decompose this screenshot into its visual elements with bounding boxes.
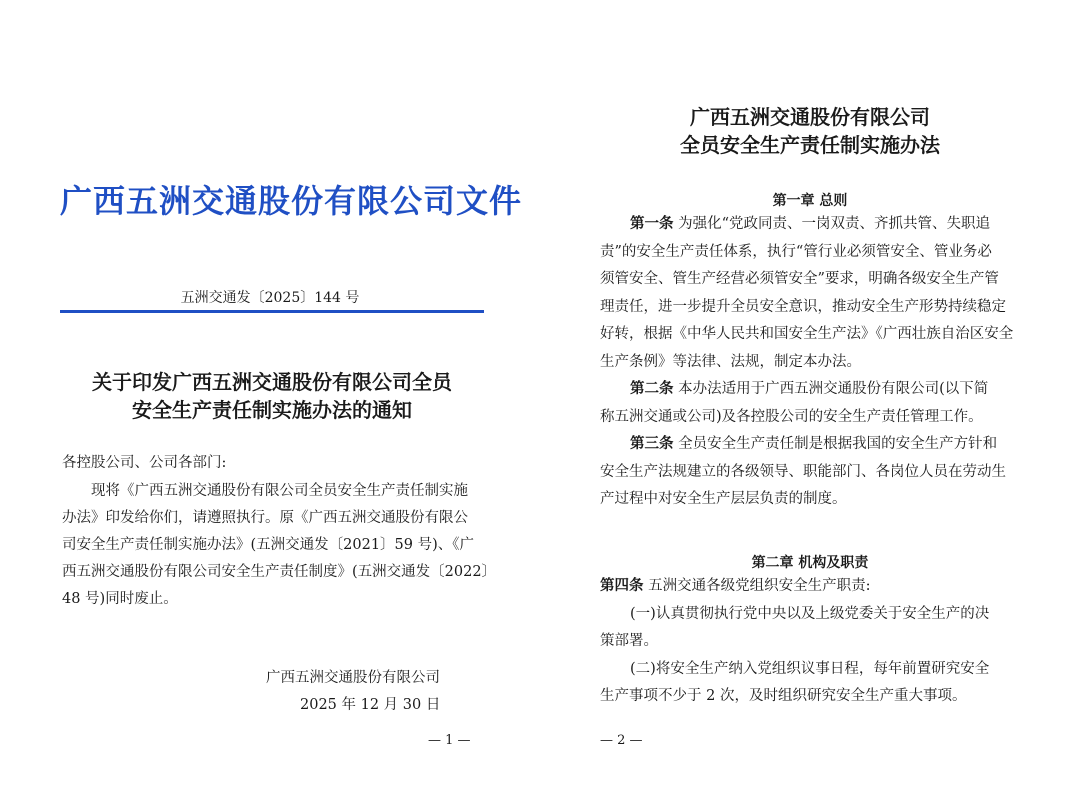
- article-1-line: 第一条 为强化“党政同责、一岗双责、齐抓共管、失职追: [630, 216, 991, 232]
- chapter-heading: 第二章 机构及职责: [751, 555, 869, 571]
- body-line: 办法》印发给你们，请遵照执行。原《广西五洲交通股份有限公: [62, 510, 468, 526]
- page-number: — 2 —: [600, 733, 643, 748]
- signature-date: 2025 年 12 月 30 日: [300, 697, 441, 713]
- article-1-line: 好转，根据《中华人民共和国安全生产法》《广西壮族自治区安全: [600, 326, 1014, 342]
- item-line: 生产事项不少于 2 次，及时组织研究安全生产重大事项。: [600, 688, 967, 704]
- item-line: (一)认真贯彻执行党中央以及上级党委关于安全生产的决: [630, 605, 990, 622]
- article-1-line: 责”的安全生产责任体系，执行“管行业必须管安全、管业务必: [600, 243, 992, 260]
- signature-organization: 广西五洲交通股份有限公司: [266, 670, 440, 686]
- item-line: (二)将安全生产纳入党组织议事日程，每年前置研究安全: [630, 660, 990, 677]
- header-divider: [60, 310, 484, 313]
- regulation-title-line: 广西五洲交通股份有限公司: [690, 105, 930, 129]
- chapter-2-body: [600, 573, 1040, 711]
- article-3-line: 产过程中对安全生产层层负责的制度。: [600, 491, 847, 507]
- article-2-line: 称五洲交通或公司)及各控股公司的安全生产责任管理工作。: [600, 408, 983, 425]
- article-1-line: 理责任，进一步提升全员安全意识，推动安全生产形势持续稳定: [600, 298, 1006, 315]
- article-2-line: 第二条 本办法适用于广西五洲交通股份有限公司(以下简: [630, 381, 989, 397]
- body-line: 西五洲交通股份有限公司安全生产责任制度》(五洲交通发〔2022〕: [62, 564, 497, 580]
- notice-title: [60, 368, 484, 424]
- body-line: 司安全生产责任制实施办法》(五洲交通发〔2021〕59 号)、《广: [62, 537, 475, 553]
- article-1-line: 须管安全、管生产经营必须管安全”要求，明确各级安全生产管: [600, 271, 999, 287]
- notice-title-line: 关于印发广西五洲交通股份有限公司全员: [92, 370, 452, 394]
- article-3-line: 第三条 全员安全生产责任制是根据我国的安全生产方针和: [630, 436, 998, 452]
- body-line: 现将《广西五洲交通股份有限公司全员安全生产责任制实施: [91, 483, 468, 499]
- article-label: 第二条: [630, 381, 674, 397]
- article-3-line: 安全生产法规建立的各级领导、职能部门、各岗位人员在劳动生: [600, 463, 1006, 480]
- document-number: 五洲交通发〔2025〕144 号: [180, 290, 360, 306]
- document-header: 广西五洲交通股份有限公司文件: [60, 182, 523, 220]
- article-label: 第四条: [600, 578, 644, 594]
- page-number: — 1 —: [428, 733, 471, 748]
- regulation-title-line: 全员安全生产责任制实施办法: [680, 133, 940, 157]
- body-line: 48 号)同时废止。: [62, 591, 178, 607]
- article-label: 第三条: [630, 436, 674, 452]
- chapter-1-body: [600, 211, 1040, 514]
- regulation-title: [540, 103, 1080, 159]
- notice-body: [62, 478, 502, 613]
- document-page-2: [540, 0, 1080, 810]
- article-4-line: 第四条 五洲交通各级党组织安全生产职责:: [600, 578, 871, 594]
- notice-title-line: 安全生产责任制实施办法的通知: [132, 398, 412, 422]
- article-label: 第一条: [630, 216, 674, 232]
- salutation: 各控股公司、公司各部门:: [62, 455, 227, 471]
- article-1-line: 生产条例》等法律、法规，制定本办法。: [600, 353, 861, 370]
- item-line: 策部署。: [600, 633, 658, 649]
- chapter-heading: 第一章 总则: [772, 193, 848, 209]
